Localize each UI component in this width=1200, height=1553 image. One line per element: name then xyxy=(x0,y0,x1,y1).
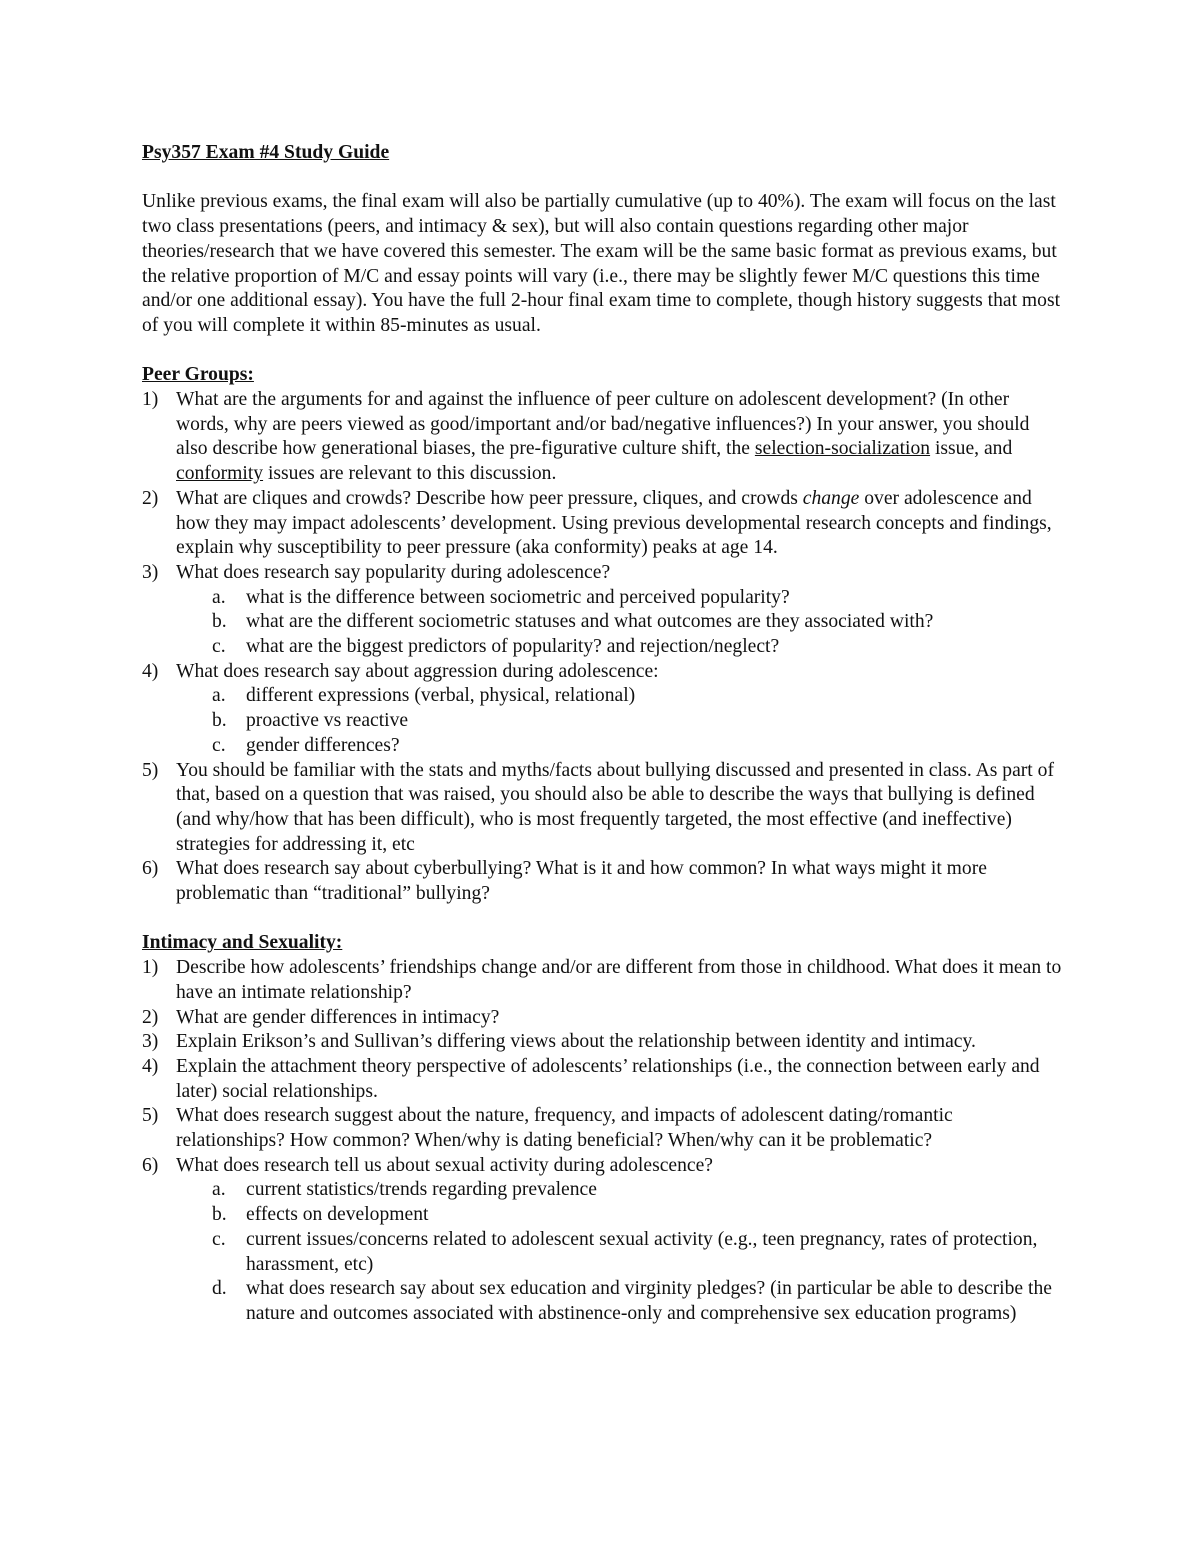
sub-question-text: current statistics/trends regarding prevalence xyxy=(246,1179,597,1201)
sub-question-text: what are the different sociometric statuses and what outcomes are they associated with? xyxy=(246,611,934,633)
question-number: 3) xyxy=(142,1031,159,1053)
question-number: 4) xyxy=(142,1055,159,1077)
sub-question xyxy=(212,734,1062,759)
sub-question xyxy=(212,610,1062,635)
question-text: Explain Erikson’s and Sullivan’s differing views about the relationship between identity and intimacy. xyxy=(176,1031,976,1053)
sub-question-letter: c. xyxy=(212,734,226,756)
peer-question-2 xyxy=(142,487,1062,561)
section-spacer xyxy=(142,907,1062,932)
sub-question-list xyxy=(212,684,1062,758)
question-text: over adolescence and how they may impact adolescents’ development. Using previous developmental research concepts and findings, explain why susceptibility to peer pressure (aka conformity) peaks at age 14. xyxy=(176,487,1052,559)
sub-question-letter: a. xyxy=(212,586,226,608)
sub-question-list xyxy=(212,586,1062,660)
intimacy-question-6 xyxy=(142,1154,1062,1327)
section-heading-intimacy-sexuality: Intimacy and Sexuality: xyxy=(142,932,343,954)
sub-question-letter: a. xyxy=(212,1179,226,1201)
question-number: 2) xyxy=(142,1006,159,1028)
sub-question-letter: b. xyxy=(212,1204,227,1226)
sub-question xyxy=(212,1228,1062,1277)
study-guide-page xyxy=(142,141,1062,1327)
sub-question-letter: c. xyxy=(212,1228,226,1250)
question-number: 1) xyxy=(142,957,159,979)
document-title: Psy357 Exam #4 Study Guide xyxy=(142,142,390,163)
question-number: 4) xyxy=(142,660,159,682)
question-text: What does research say about cyberbullying? What is it and how common? In what ways might it more problematic than “traditional” bullying? xyxy=(176,858,987,905)
peer-question-5 xyxy=(142,759,1062,858)
question-number: 1) xyxy=(142,389,159,410)
question-number: 5) xyxy=(142,1105,159,1127)
sub-question-letter: b. xyxy=(212,710,227,732)
sub-question xyxy=(212,684,1062,709)
sub-question-text: what is the difference between sociometric and perceived popularity? xyxy=(246,586,790,608)
sub-question-text: what are the biggest predictors of popularity? and rejection/neglect? xyxy=(246,636,780,658)
peer-question-3 xyxy=(142,561,1062,660)
question-text: What are cliques and crowds? Describe how peer pressure, cliques, and crowds xyxy=(176,487,803,509)
underlined-term-selection-socialization: selection-socialization xyxy=(754,438,931,460)
question-text: What does research suggest about the nature, frequency, and impacts of adolescent dating/romantic relationships? How common? When/why is dating beneficial? When/why can it be problematic? xyxy=(176,1105,953,1152)
peer-groups-question-list xyxy=(142,388,1062,907)
sub-question xyxy=(212,635,1062,660)
question-text: What are the arguments for and against the influence of peer culture on adolescent development? (In other words, why are peers viewed as good/important and/or bad/negative influences?) In your answer, you should also describe how generational biases, the pre-figurative culture shift, the xyxy=(176,389,1030,460)
sub-question-letter: c. xyxy=(212,636,226,658)
italic-term-change: change xyxy=(802,487,860,509)
question-number: 6) xyxy=(142,1154,159,1176)
sub-question-letter: d. xyxy=(212,1278,227,1300)
question-text: What are gender differences in intimacy? xyxy=(176,1006,500,1028)
sub-question xyxy=(212,1277,1062,1326)
peer-question-6 xyxy=(142,857,1062,906)
peer-question-4 xyxy=(142,660,1062,759)
sub-question-text: different expressions (verbal, physical, relational) xyxy=(246,685,636,707)
question-text: What does research tell us about sexual activity during adolescence? xyxy=(176,1154,713,1176)
question-text: issue, and xyxy=(930,438,1013,460)
sub-question-list xyxy=(212,1178,1062,1326)
question-text: What does research say popularity during adolescence? xyxy=(176,561,611,583)
question-text: What does research say about aggression during adolescence: xyxy=(176,660,659,682)
sub-question-text: current issues/concerns related to adolescent sexual activity (e.g., teen pregnancy, rates of protection, harassment, etc) xyxy=(246,1228,1038,1275)
underlined-term-conformity: conformity xyxy=(176,463,264,485)
intimacy-question-1 xyxy=(142,956,1062,1005)
sub-question xyxy=(212,709,1062,734)
intimacy-question-2 xyxy=(142,1006,1062,1031)
section-heading-peer-groups: Peer Groups: xyxy=(142,364,254,386)
sub-question xyxy=(212,1178,1062,1203)
intimacy-question-list xyxy=(142,956,1062,1327)
question-number: 5) xyxy=(142,759,159,781)
sub-question-text: gender differences? xyxy=(246,734,400,756)
sub-question-letter: a. xyxy=(212,685,226,707)
intimacy-question-5 xyxy=(142,1104,1062,1153)
sub-question-text: effects on development xyxy=(246,1204,429,1226)
question-number: 2) xyxy=(142,487,159,509)
question-number: 6) xyxy=(142,858,159,880)
question-text: issues are relevant to this discussion. xyxy=(263,463,557,485)
question-text: Explain the attachment theory perspective of adolescents’ relationships (i.e., the connection between early and later) social relationships. xyxy=(176,1055,1040,1102)
sub-question xyxy=(212,586,1062,611)
question-text: You should be familiar with the stats and myths/facts about bullying discussed and presented in class. As part of that, based on a question that was raised, you should also be able to describe the ways that bullying is defined (and why/how that has been difficult), who is most frequently targeted, the most effective (and ineffective) strategies for addressing it, etc xyxy=(176,759,1054,855)
question-number: 3) xyxy=(142,561,159,583)
sub-question-text: what does research say about sex education and virginity pledges? (in particular be able to describe the nature and outcomes associated with abstinence-only and comprehensive sex education programs) xyxy=(246,1278,1052,1324)
question-text: Describe how adolescents’ friendships change and/or are different from those in childhood. What does it mean to have an intimate relationship? xyxy=(176,957,1062,1003)
sub-question-letter: b. xyxy=(212,611,227,633)
intro-paragraph: Unlike previous exams, the final exam will also be partially cumulative (up to 40%). The exam will focus on the last two class presentations (peers, and intimacy & sex), but will also contain questions regarding other major theories/research that we have covered this semester. The exam will be the same basic format as previous exams, but the relative proportion of M/C and essay points will vary (i.e., there may be slightly fewer M/C questions this time and/or one additional essay). You have the full 2-hour final exam time to complete, though history suggests that most of you will complete it within 85-minutes as usual. xyxy=(142,191,1061,336)
peer-question-1 xyxy=(142,388,1062,487)
intimacy-question-4 xyxy=(142,1055,1062,1104)
intimacy-question-3 xyxy=(142,1030,1062,1055)
sub-question-text: proactive vs reactive xyxy=(246,710,409,732)
sub-question xyxy=(212,1203,1062,1228)
